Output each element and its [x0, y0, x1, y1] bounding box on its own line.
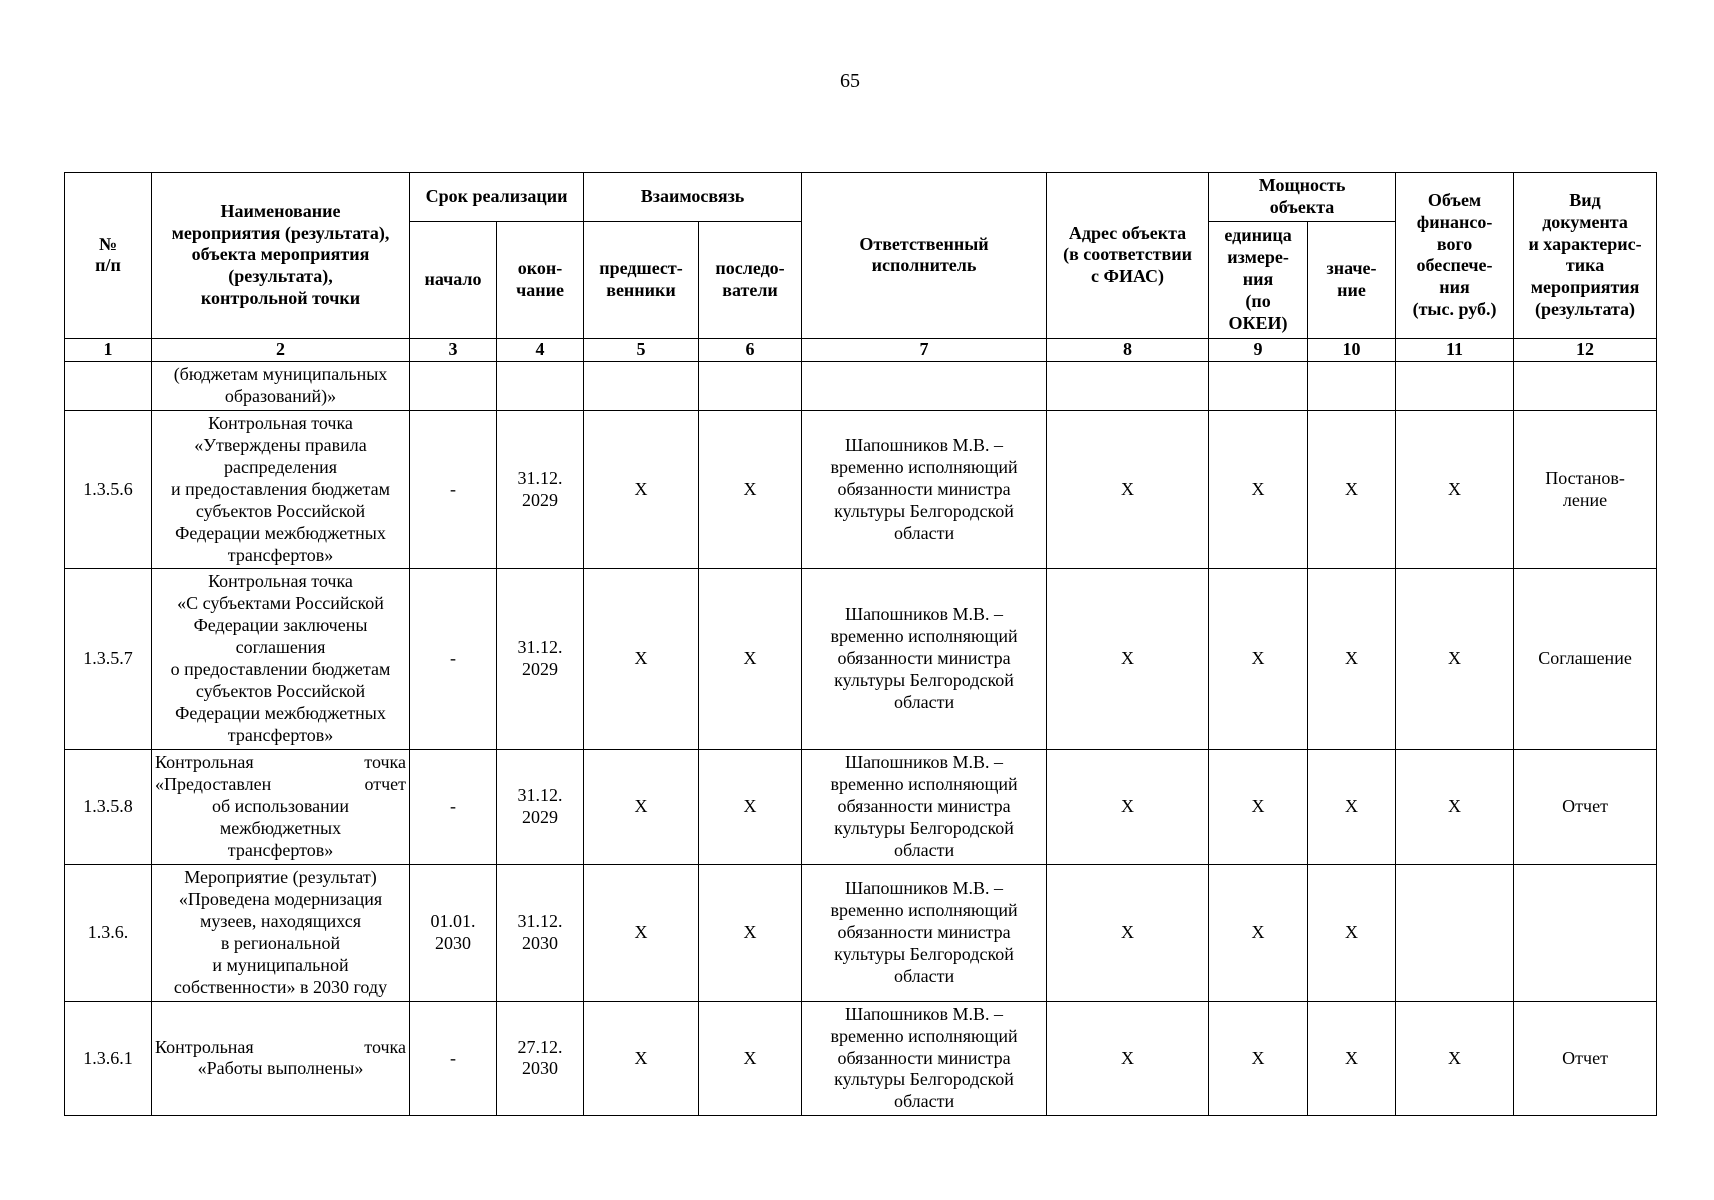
text-line: с ФИАС): [1091, 266, 1165, 287]
text-line: значе-: [1326, 257, 1377, 278]
column-number: 10: [1308, 338, 1396, 361]
text-line: области: [893, 965, 955, 986]
text-line: вого: [1436, 233, 1473, 254]
text-line: области: [893, 522, 955, 543]
text-line: Наименование: [220, 200, 341, 221]
text-line: в региональной: [220, 932, 341, 953]
text-line: культуры Белгородской: [834, 817, 1014, 838]
text-line: 27.12.: [517, 1036, 563, 1057]
text-line: временно исполняющий: [830, 456, 1018, 477]
text-line: мероприятия: [1530, 277, 1640, 298]
row-predecessors: X: [584, 1001, 699, 1116]
row-unit: X: [1209, 410, 1308, 569]
row-predecessors: X: [584, 410, 699, 569]
text-line: тика: [1565, 255, 1605, 276]
column-number: 4: [497, 338, 584, 361]
text-line: «Работы выполнены»: [197, 1058, 364, 1079]
text-line: «Проведена модернизация: [178, 888, 383, 909]
row-successors: X: [699, 410, 802, 569]
text-line: (результата): [1535, 299, 1636, 320]
header-start: начало: [410, 221, 497, 338]
text-line: 31.12.: [517, 785, 563, 806]
row-executor: [802, 569, 1047, 750]
text-line: временно исполняющий: [830, 774, 1018, 795]
text-line: обязанности министра: [837, 1047, 1011, 1068]
row-doc-type: [1514, 361, 1657, 410]
header-executor: [802, 173, 1047, 339]
text-line: и предоставления бюджетам: [171, 478, 390, 499]
text-line: предшест-: [599, 257, 683, 278]
row-start-date: 01.01. 2030: [410, 864, 497, 1001]
text-line: п/п: [95, 255, 121, 276]
text-line: и характерис-: [1528, 233, 1642, 254]
header-name: [152, 173, 410, 339]
row-finance: X: [1396, 750, 1514, 865]
text-line: культуры Белгородской: [834, 1069, 1014, 1090]
header-doc-type: [1514, 173, 1657, 339]
text-line: ватели: [722, 279, 778, 300]
row-name: [152, 864, 410, 1001]
row-finance: X: [1396, 569, 1514, 750]
row-number: 1.3.6.1: [65, 1001, 152, 1116]
text-line: ние: [1337, 279, 1366, 300]
table-row: [65, 1001, 1657, 1116]
row-executor: [802, 361, 1047, 410]
row-unit: X: [1209, 864, 1308, 1001]
text-line: 2029: [522, 659, 558, 680]
text-line: образований)»: [224, 385, 337, 406]
text-line: 31.12.: [517, 467, 563, 488]
text-line: ния: [1242, 268, 1274, 289]
text-line: обеспече-: [1416, 255, 1493, 276]
text-line: трансфертов»: [227, 725, 334, 746]
text-line: 31.12.: [517, 910, 563, 931]
row-doc-type: [1514, 864, 1657, 1001]
row-start-date: -: [410, 1001, 497, 1116]
text-line: области: [893, 839, 955, 860]
text-line: Мероприятие (результат): [184, 866, 377, 887]
row-value: X: [1308, 410, 1396, 569]
row-address: X: [1047, 864, 1209, 1001]
header-relation: Взаимосвязь: [584, 173, 802, 222]
row-address: X: [1047, 569, 1209, 750]
text-line: окон-: [517, 257, 563, 278]
header-unit: [1209, 221, 1308, 338]
text-line: чание: [516, 279, 564, 300]
table-row: [65, 864, 1657, 1001]
row-name: [152, 1001, 410, 1116]
text-line: Постанов-: [1545, 467, 1625, 488]
text-line: трансфертов»: [227, 839, 334, 860]
row-executor: [802, 410, 1047, 569]
text-line: (по: [1245, 290, 1271, 311]
row-value: X: [1308, 569, 1396, 750]
text-line: Вид: [1569, 189, 1601, 210]
row-finance: X: [1396, 410, 1514, 569]
text-line: трансфертов»: [227, 544, 334, 565]
text-line: объекта мероприятия: [191, 244, 370, 265]
row-name: [152, 750, 410, 865]
text-line: Контрольная точка: [208, 412, 353, 433]
text-line: Отчет: [1562, 796, 1608, 817]
text-line: объекта: [1269, 196, 1335, 217]
text-line: последо-: [715, 257, 785, 278]
text-line: Федерации межбюджетных: [175, 522, 386, 543]
column-number: 1: [65, 338, 152, 361]
text-line: Федерации заключены: [193, 615, 368, 636]
text-line: (результата),: [228, 266, 333, 287]
text-line: Соглашение: [1538, 648, 1632, 669]
row-start-date: -: [410, 410, 497, 569]
text-line: единица: [1224, 225, 1292, 246]
row-value: X: [1308, 750, 1396, 865]
table-row: [65, 361, 1657, 410]
row-successors: X: [699, 1001, 802, 1116]
row-number: 1.3.6.: [65, 864, 152, 1001]
text-line: Контрольная точка: [208, 571, 353, 592]
column-number: 6: [699, 338, 802, 361]
text-line: временно исполняющий: [830, 626, 1018, 647]
text-line: (бюджетам муниципальных: [173, 363, 388, 384]
text-line: временно исполняющий: [830, 1025, 1018, 1046]
row-executor: [802, 1001, 1047, 1116]
text-line: (тыс. руб.): [1412, 299, 1497, 320]
text-line: мероприятия (результата),: [171, 222, 390, 243]
header-capacity: [1209, 173, 1396, 222]
column-number: 12: [1514, 338, 1657, 361]
text-line: «С субъектами Российской: [177, 593, 384, 614]
row-end-date: [497, 1001, 584, 1116]
text-line: области: [893, 1091, 955, 1112]
text-line: венники: [606, 279, 676, 300]
row-doc-type: [1514, 1001, 1657, 1116]
column-number: 2: [152, 338, 410, 361]
row-successors: X: [699, 864, 802, 1001]
row-number: [65, 361, 152, 410]
row-start-date: -: [410, 569, 497, 750]
row-number: 1.3.5.7: [65, 569, 152, 750]
row-start-date: [410, 361, 497, 410]
text-line: культуры Белгородской: [834, 500, 1014, 521]
text-line: документа: [1542, 211, 1628, 232]
column-number: 8: [1047, 338, 1209, 361]
row-end-date: [497, 750, 584, 865]
text-line: «Утверждены правила: [194, 434, 367, 455]
text-line: финансо-: [1416, 211, 1493, 232]
header-value: [1308, 221, 1396, 338]
table-row: [65, 569, 1657, 750]
text-line: исполнитель: [871, 255, 977, 276]
column-numbers-row: [65, 338, 1657, 361]
header-finance: [1396, 173, 1514, 339]
text-line: 2030: [522, 1058, 558, 1079]
header-period: Срок реализации: [410, 173, 584, 222]
row-predecessors: [584, 361, 699, 410]
text-line: собственности» в 2030 году: [173, 976, 388, 997]
text-line: и муниципальной: [212, 954, 349, 975]
row-successors: [699, 361, 802, 410]
row-value: X: [1308, 864, 1396, 1001]
activities-table: [64, 172, 1657, 1116]
row-number: 1.3.5.6: [65, 410, 152, 569]
column-number: 5: [584, 338, 699, 361]
text-line: 2029: [522, 489, 558, 510]
row-successors: X: [699, 569, 802, 750]
text-line: контрольной точки: [200, 288, 361, 309]
text-line: Шапошников М.В. –: [845, 604, 1004, 625]
page-number: 65: [840, 70, 860, 92]
text-line: Объем: [1427, 189, 1482, 210]
row-finance: X: [1396, 1001, 1514, 1116]
text-line: Шапошников М.В. –: [845, 434, 1004, 455]
row-end-date: [497, 361, 584, 410]
header-address: [1047, 173, 1209, 339]
row-address: X: [1047, 1001, 1209, 1116]
column-number: 3: [410, 338, 497, 361]
text-line: №: [98, 233, 118, 254]
row-doc-type: [1514, 750, 1657, 865]
row-start-date: -: [410, 750, 497, 865]
text-line: субъектов Российской: [195, 500, 366, 521]
text-line: музеев, находящихся: [199, 910, 362, 931]
row-unit: X: [1209, 569, 1308, 750]
header-end: [497, 221, 584, 338]
row-value: X: [1308, 1001, 1396, 1116]
text-line: ление: [1562, 489, 1608, 510]
text-line: области: [893, 692, 955, 713]
row-predecessors: X: [584, 864, 699, 1001]
table-row: [65, 750, 1657, 865]
row-name: [152, 410, 410, 569]
text-line: измере-: [1227, 246, 1289, 267]
text-line: распределения: [223, 456, 338, 477]
text-line: обязанности министра: [837, 796, 1011, 817]
row-name: [152, 361, 410, 410]
text-line: межбюджетных: [219, 817, 342, 838]
text-line: ОКЕИ): [1228, 312, 1288, 333]
text-line: обязанности министра: [837, 921, 1011, 942]
table-row: [65, 410, 1657, 569]
text-line: 31.12.: [517, 637, 563, 658]
row-predecessors: X: [584, 750, 699, 865]
text-line: о предоставлении бюджетам: [170, 659, 391, 680]
text-line: 2029: [522, 806, 558, 827]
row-predecessors: X: [584, 569, 699, 750]
row-successors: X: [699, 750, 802, 865]
text-line: об использовании: [211, 796, 350, 817]
text-line: Отчет: [1562, 1047, 1608, 1068]
row-end-date: [497, 864, 584, 1001]
row-end-date: [497, 569, 584, 750]
text-line: 2030: [522, 932, 558, 953]
row-address: [1047, 361, 1209, 410]
row-value: [1308, 361, 1396, 410]
header-num: [65, 173, 152, 339]
text-line: ния: [1439, 277, 1470, 298]
row-unit: X: [1209, 1001, 1308, 1116]
row-address: X: [1047, 750, 1209, 865]
row-address: X: [1047, 410, 1209, 569]
row-executor: [802, 864, 1047, 1001]
row-doc-type: [1514, 569, 1657, 750]
text-line: обязанности министра: [837, 478, 1011, 499]
text-line: Адрес объекта: [1068, 222, 1187, 243]
text-line: Шапошников М.В. –: [845, 1003, 1004, 1024]
row-number: 1.3.5.8: [65, 750, 152, 865]
row-executor: [802, 750, 1047, 865]
header-predecessors: [584, 221, 699, 338]
row-unit: X: [1209, 750, 1308, 865]
text-line: Шапошников М.В. –: [845, 877, 1004, 898]
header-successors: [699, 221, 802, 338]
text-line: Федерации межбюджетных: [175, 703, 386, 724]
text-line: Мощность: [1258, 175, 1346, 195]
text-line: культуры Белгородской: [834, 943, 1014, 964]
column-number: 9: [1209, 338, 1308, 361]
column-number: 11: [1396, 338, 1514, 361]
text-line: Контрольная точка: [155, 752, 406, 773]
row-doc-type: [1514, 410, 1657, 569]
text-line: Контрольная точка: [155, 1036, 406, 1057]
table-body: [65, 338, 1657, 1115]
row-finance: [1396, 361, 1514, 410]
text-line: Шапошников М.В. –: [845, 752, 1004, 773]
row-unit: [1209, 361, 1308, 410]
text-line: Ответственный: [859, 233, 989, 254]
text-line: соглашения: [235, 637, 326, 658]
text-line: субъектов Российской: [195, 681, 366, 702]
row-finance: [1396, 864, 1514, 1001]
text-line: культуры Белгородской: [834, 670, 1014, 691]
column-number: 7: [802, 338, 1047, 361]
text-line: обязанности министра: [837, 648, 1011, 669]
row-end-date: [497, 410, 584, 569]
row-name: [152, 569, 410, 750]
text-line: (в соответствии: [1063, 244, 1192, 265]
text-line: временно исполняющий: [830, 899, 1018, 920]
text-line: «Предоставлен отчет: [155, 774, 406, 795]
